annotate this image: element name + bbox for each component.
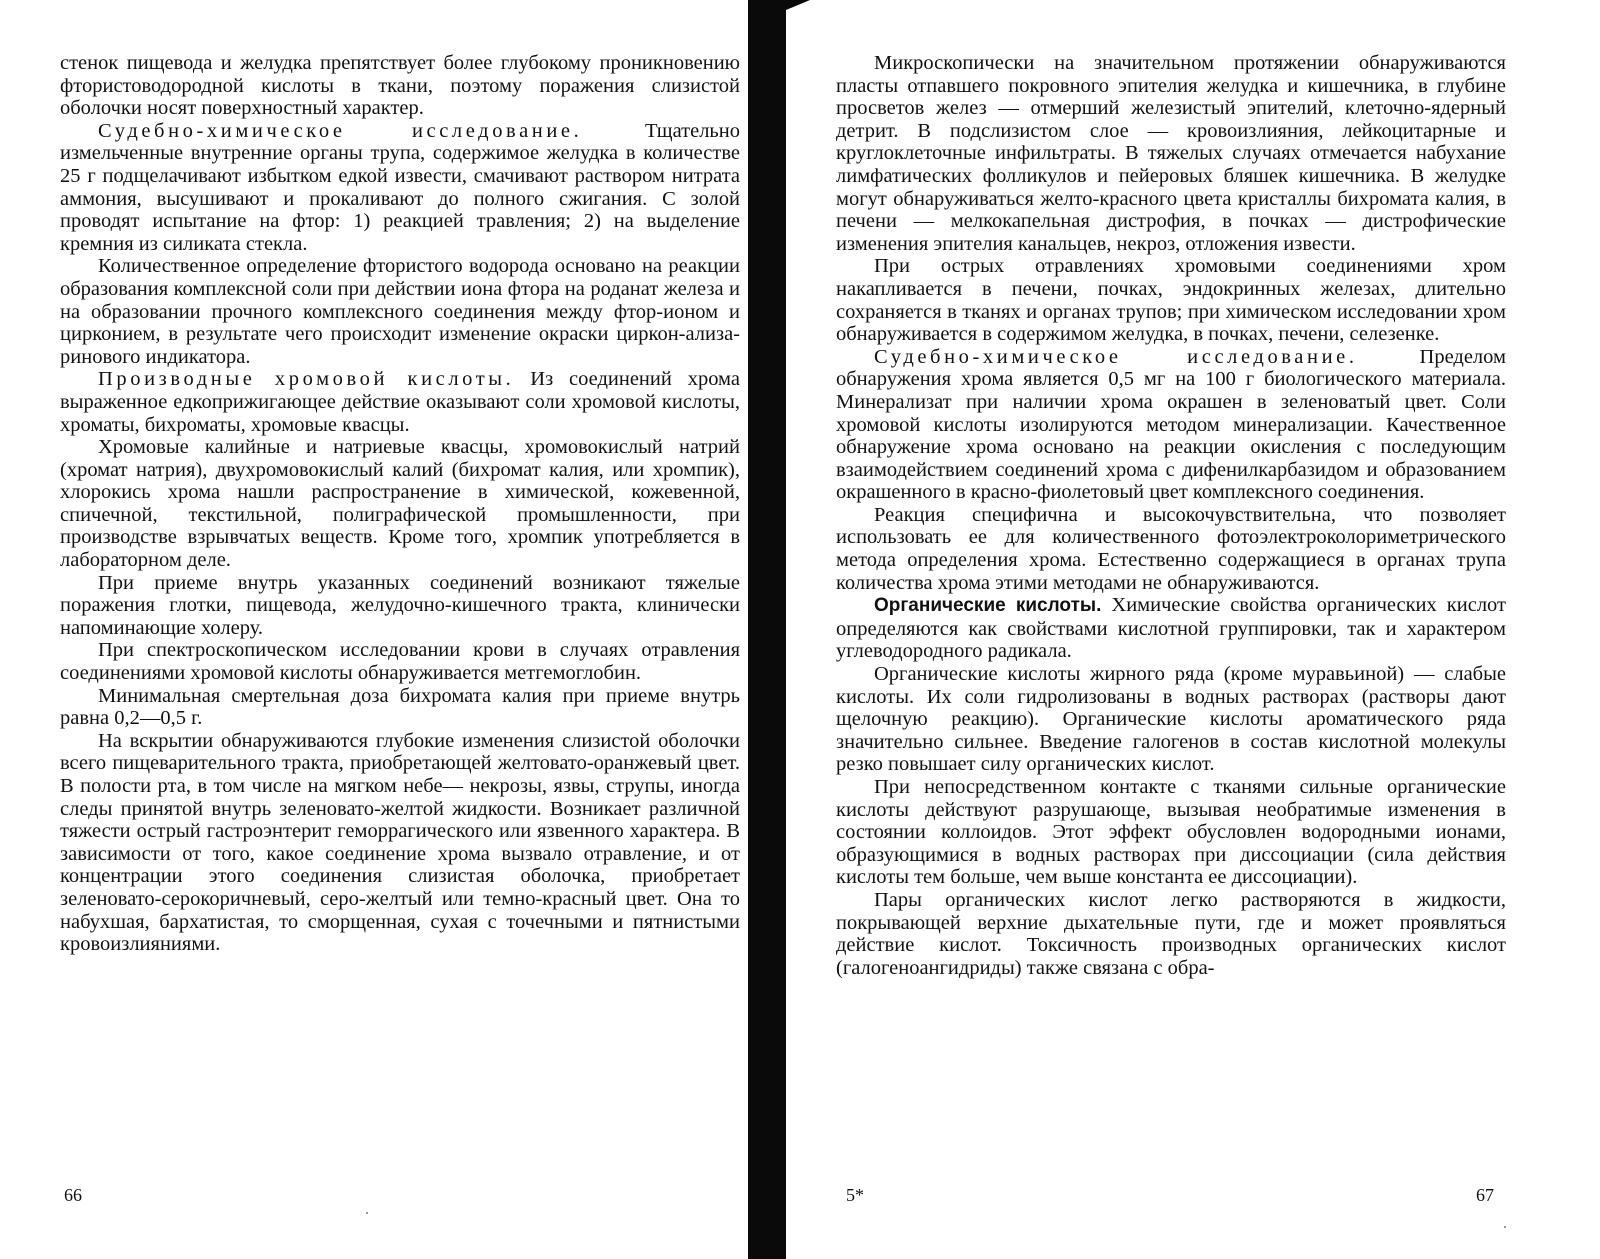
left-page xyxy=(60,52,740,956)
paragraph-text: Химические свойства органических кислот определяются как свойствами кислотной группировки, так и характером углеводородного радикала. xyxy=(836,594,1506,663)
paragraph-text: При непосредственном контакте с тканями сильные органические кислоты действуют разрушающе, вызывая необратимые изменения в состоянии коллоидов. Этот эффект обусловлен водородными ионами, образующимися в водных растворах при диссоциации (сила действия кислоты тем больше, чем выше константа ее диссоциации). xyxy=(836,776,1506,889)
gutter-flare xyxy=(786,0,810,10)
left-paragraph-4 xyxy=(60,368,740,436)
scan-speck xyxy=(366,1212,368,1214)
left-paragraph-6 xyxy=(60,572,740,640)
paragraph-text: Пределом обнаружения хрома является 0,5 мг на 100 г биологического материала. Минерализат при наличии хрома окрашен в зеленоватый цвет. Соли хромовой кислоты изолируются методом минерализации. Качественное обнаружение хрома основано на реакции окисления с последующим взаимодействием соединений хрома с дифенилкарбазидом и образованием окрашенного в красно-фиолетовый цвет комплексного соединения. xyxy=(836,345,1506,504)
right-paragraph-4 xyxy=(836,504,1506,594)
right-paragraph-7 xyxy=(836,776,1506,889)
section-heading-organic-acids: Органические кислоты. xyxy=(874,595,1102,617)
paragraph-text: При острых отравлениях хромовыми соединениями хром накапливается в печени, почках, эндокринных железах, длительно сохраняется в тканях и органах трупов; при химическом исследовании хром обнаруживается в содержимом желудка, в почках, печени, селезенке. xyxy=(836,255,1506,346)
left-paragraph-1 xyxy=(60,52,740,120)
paragraph-text: Органические кислоты жирного ряда (кроме муравьиной) — слабые кислоты. Их соли гидролизованы в водных растворах (растворы дают щелочную реакцию). Органические кислоты ароматического ряда значительно сильнее. Введение галогенов в состав кислотной молекулы резко повышает силу органических кислот. xyxy=(836,663,1506,776)
left-paragraph-8 xyxy=(60,685,740,730)
right-paragraph-6 xyxy=(836,663,1506,776)
left-paragraph-5 xyxy=(60,436,740,572)
right-paragraph-8 xyxy=(836,889,1506,979)
signature-mark: 5* xyxy=(846,1185,864,1205)
paragraph-text: Минимальная смертельная доза бихромата калия при приеме внутрь равна 0,2—0,5 г. xyxy=(60,684,740,730)
paragraph-text: Тщательно измельченные внутренние органы трупа, содержимое желудка в количестве 25 г подщелачивают избытком едкой извести, смачивают раствором нитрата аммония, высушивают и прокаливают до полного сжигания. С золой проводят испытание на фтор: 1) реакцией травления; 2) на выделение кремния из силиката стекла. xyxy=(60,119,740,255)
paragraph-text: Из соединений хрома выраженное едкоприжигающее действие оказывают соли хромовой кислоты, хроматы, бихроматы, хромовые квасцы. xyxy=(60,368,740,436)
right-paragraph-3 xyxy=(836,346,1506,504)
left-paragraph-3 xyxy=(60,255,740,368)
right-paragraph-2 xyxy=(836,255,1506,345)
page-number-left: 66 xyxy=(64,1185,82,1205)
right-paragraph-5 xyxy=(836,594,1506,663)
left-paragraph-2 xyxy=(60,120,740,256)
section-heading-chromic-acid: Производные хромовой кислоты. xyxy=(98,368,515,391)
paragraph-text: Микроскопически на значительном протяжении обнаруживаются пласты отпавшего покровного эпителия желудка и кишечника, в глубине просветов желез — отмерший железистый эпителий, клеточно-ядерный детрит. В подслизистом слое — кровоизлияния, лейкоцитарные и круглоклеточные инфильтраты. В тяжелых случаях отмечается набухание лимфатических фолликулов и пейеровых бляшек кишечника. В желудке могут обнаруживаться желто-красного цвета кристаллы бихромата калия, в печени — мелкокапельная дистрофия, в почках — дистрофические изменения эпителия канальцев, некроз, отложения извести. xyxy=(836,52,1506,255)
paragraph-text: При приеме внутрь указанных соединений возникают тяжелые поражения глотки, пищевода, желудочно-кишечного тракта, клинически напоминающие холеру. xyxy=(60,571,740,639)
book-gutter xyxy=(748,0,786,1259)
right-page xyxy=(836,52,1506,979)
right-paragraph-1 xyxy=(836,52,1506,255)
scan-speck xyxy=(1504,1226,1506,1228)
section-heading-forensic-chemistry: Судебно-химическое исследование. xyxy=(98,119,583,142)
paragraph-text: Пары органических кислот легко растворяются в жидкости, покрывающей верхние дыхательные пути, где и может проявляться действие кислот. Токсичность производных органических кислот (галогеноангидриды) также связана с обра- xyxy=(836,888,1506,979)
paragraph-text: Количественное определение фтористого водорода основано на реакции образования комплексной соли при действии иона фтора на роданат железа и на образовании прочного комплексного соединения между фтор-ионом и цирконием, в результате чего происходит изменение окраски циркон-ализаринового индикатора. xyxy=(60,255,740,368)
paragraph-text: На вскрытии обнаруживаются глубокие изменения слизистой оболочки всего пищеварительного тракта, приобретающей желтовато-оранжевый цвет. В полости рта, в том числе на мягком небе— некрозы, язвы, струпы, иногда следы принятой внутрь зеленовато-желтой жидкости. Возникает различной тяжести острый гастроэнтерит геморрагического или язвенного характера. В зависимости от того, какое соединение хрома вызвало отравление, и от концентрации этого соединения слизистая оболочка, приобретает зеленовато-серокоричневый, серо-желтый или темно-красный цвет. Она то набухшая, бархатистая, то сморщенная, сухая с точечными и пятнистыми кровоизлияниями. xyxy=(60,729,740,956)
section-heading-forensic-chemistry: Судебно-химическое исследование. xyxy=(874,345,1358,368)
paragraph-text: Реакция специфична и высокочувствительна, что позволяет использовать ее для количественного фотоэлектроколориметрического метода определения хрома. Естественно содержащиеся в органах трупа количества хрома этими методами не обнаруживаются. xyxy=(836,503,1506,594)
left-paragraph-7 xyxy=(60,639,740,684)
left-paragraph-9 xyxy=(60,730,740,956)
paragraph-text: стенок пищевода и желудка препятствует более глубокому проникновению фтористоводородной кислоты в ткани, поэтому поражения слизистой оболочки носят поверхностный характер. xyxy=(60,52,740,120)
paragraph-text: При спектроскопическом исследовании крови в случаях отравления соединениями хромовой кислоты обнаруживается метгемоглобин. xyxy=(60,639,740,685)
paragraph-text: Хромовые калийные и натриевые квасцы, хромовокислый натрий (хромат натрия), двухромовокислый калий (бихромат калия, или хромпик), хлорокись хрома нашли распространение в химической, кожевенной, спичечной, текстильной, полиграфической промышленности, при производстве взрывчатых веществ. Кроме того, хромпик употребляется в лабораторном деле. xyxy=(60,436,740,572)
page-number-right: 67 xyxy=(1476,1185,1494,1205)
